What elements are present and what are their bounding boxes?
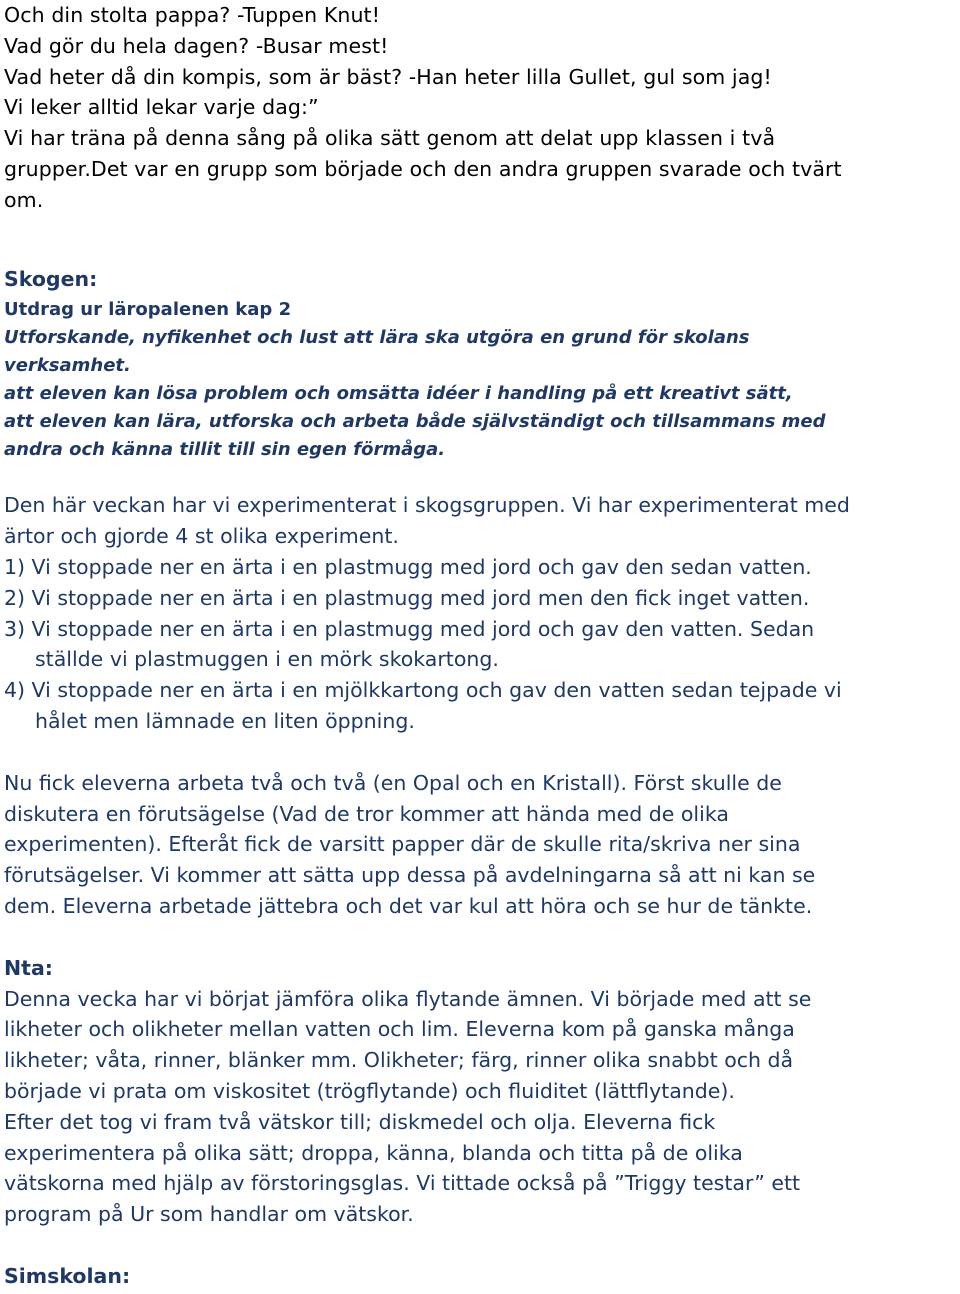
- experiment-item: 4) Vi stoppade ner en ärta i en mjölkkartong och gav den vatten sedan tejpade vi: [4, 678, 842, 703]
- simskolan-section: [4, 1261, 956, 1292]
- body-line: Nu fick eleverna arbeta två och två (en Opal och en Kristall). Först skulle de: [4, 770, 782, 795]
- experiment-item-continuation: ställde vi plastmuggen i en mörk skokartong.: [35, 647, 499, 672]
- body-line: förutsägelser. Vi kommer att sätta upp dessa på avdelningarna så att ni kan se: [4, 863, 816, 888]
- intro-line: grupper.Det var en grupp som började och den andra gruppen svarade och tvärt: [4, 156, 842, 181]
- body-line: ärtor och gjorde 4 st olika experiment.: [4, 524, 399, 549]
- body-line: Efter det tog vi fram två vätskor till; diskmedel och olja. Eleverna fick: [4, 1109, 716, 1134]
- intro-line: Vad heter då din kompis, som är bäst? -Han heter lilla Gullet, gul som jag!: [4, 64, 772, 89]
- skogen-section: [4, 264, 956, 922]
- intro-section: [4, 0, 956, 216]
- nta-section: [4, 953, 956, 1230]
- experiment-item-continuation: hålet men lämnade en liten öppning.: [35, 708, 415, 733]
- goal-line: Utforskande, nyfikenhet och lust att lära ska utgöra en grund för skolans: [4, 327, 750, 349]
- body-line: experimentera på olika sätt; droppa, känna, blanda och titta på de olika: [4, 1140, 743, 1165]
- body-line: började vi prata om viskositet (trögflytande) och fluiditet (lättflytande).: [4, 1078, 735, 1103]
- body-line: diskutera en förutsägelse (Vad de tror kommer att hända med de olika: [4, 801, 729, 826]
- body-line: vätskorna med hjälp av förstoringsglas. Vi tittade också på ”Triggy testar” ett: [4, 1171, 801, 1196]
- simskolan-heading: Simskolan:: [4, 1263, 131, 1288]
- experiment-item: 3) Vi stoppade ner en ärta i en plastmugg med jord och gav den vatten. Sedan: [4, 616, 815, 641]
- experiment-description: [4, 490, 956, 736]
- pair-work-paragraph: [4, 768, 956, 922]
- document-page: [4, 0, 956, 1292]
- curriculum-goals: [4, 324, 956, 464]
- body-line: program på Ur som handlar om vätskor.: [4, 1202, 414, 1227]
- body-line: likheter; våta, rinner, blänker mm. Olikheter; färg, rinner olika snabbt och då: [4, 1048, 794, 1073]
- experiment-item: 1) Vi stoppade ner en ärta i en plastmugg med jord och gav den sedan vatten.: [4, 554, 812, 579]
- body-line: Den här veckan har vi experimenterat i skogsgruppen. Vi har experimenterat med: [4, 493, 850, 518]
- goal-line: att eleven kan lösa problem och omsätta idéer i handling på ett kreativt sätt,: [4, 383, 793, 405]
- skogen-heading: Skogen:: [4, 266, 98, 291]
- intro-line: om.: [4, 187, 44, 212]
- body-line: likheter och olikheter mellan vatten och lim. Eleverna kom på ganska många: [4, 1017, 795, 1042]
- body-line: dem. Eleverna arbetade jättebra och det var kul att höra och se hur de tänkte.: [4, 893, 813, 918]
- intro-line: Vad gör du hela dagen? -Busar mest!: [4, 33, 389, 58]
- goal-line: att eleven kan lära, utforska och arbeta både självständigt och tillsammans med: [4, 411, 826, 433]
- goal-line: verksamhet.: [4, 355, 131, 377]
- goal-line: andra och känna tillit till sin egen förmåga.: [4, 439, 446, 461]
- intro-line: Vi leker alltid lekar varje dag:”: [4, 95, 319, 120]
- body-line: experimenten). Efteråt fick de varsitt papper där de skulle rita/skriva ner sina: [4, 832, 801, 857]
- body-line: Denna vecka har vi börjat jämföra olika flytande ämnen. Vi började med att se: [4, 986, 812, 1011]
- intro-line: Och din stolta pappa? -Tuppen Knut!: [4, 3, 381, 27]
- intro-line: Vi har träna på denna sång på olika sätt genom att delat upp klassen i två: [4, 126, 776, 151]
- nta-heading: Nta:: [4, 955, 53, 980]
- experiment-item: 2) Vi stoppade ner en ärta i en plastmugg med jord men den fick inget vatten.: [4, 585, 810, 610]
- curriculum-subheading: Utdrag ur läropalenen kap 2: [4, 299, 292, 321]
